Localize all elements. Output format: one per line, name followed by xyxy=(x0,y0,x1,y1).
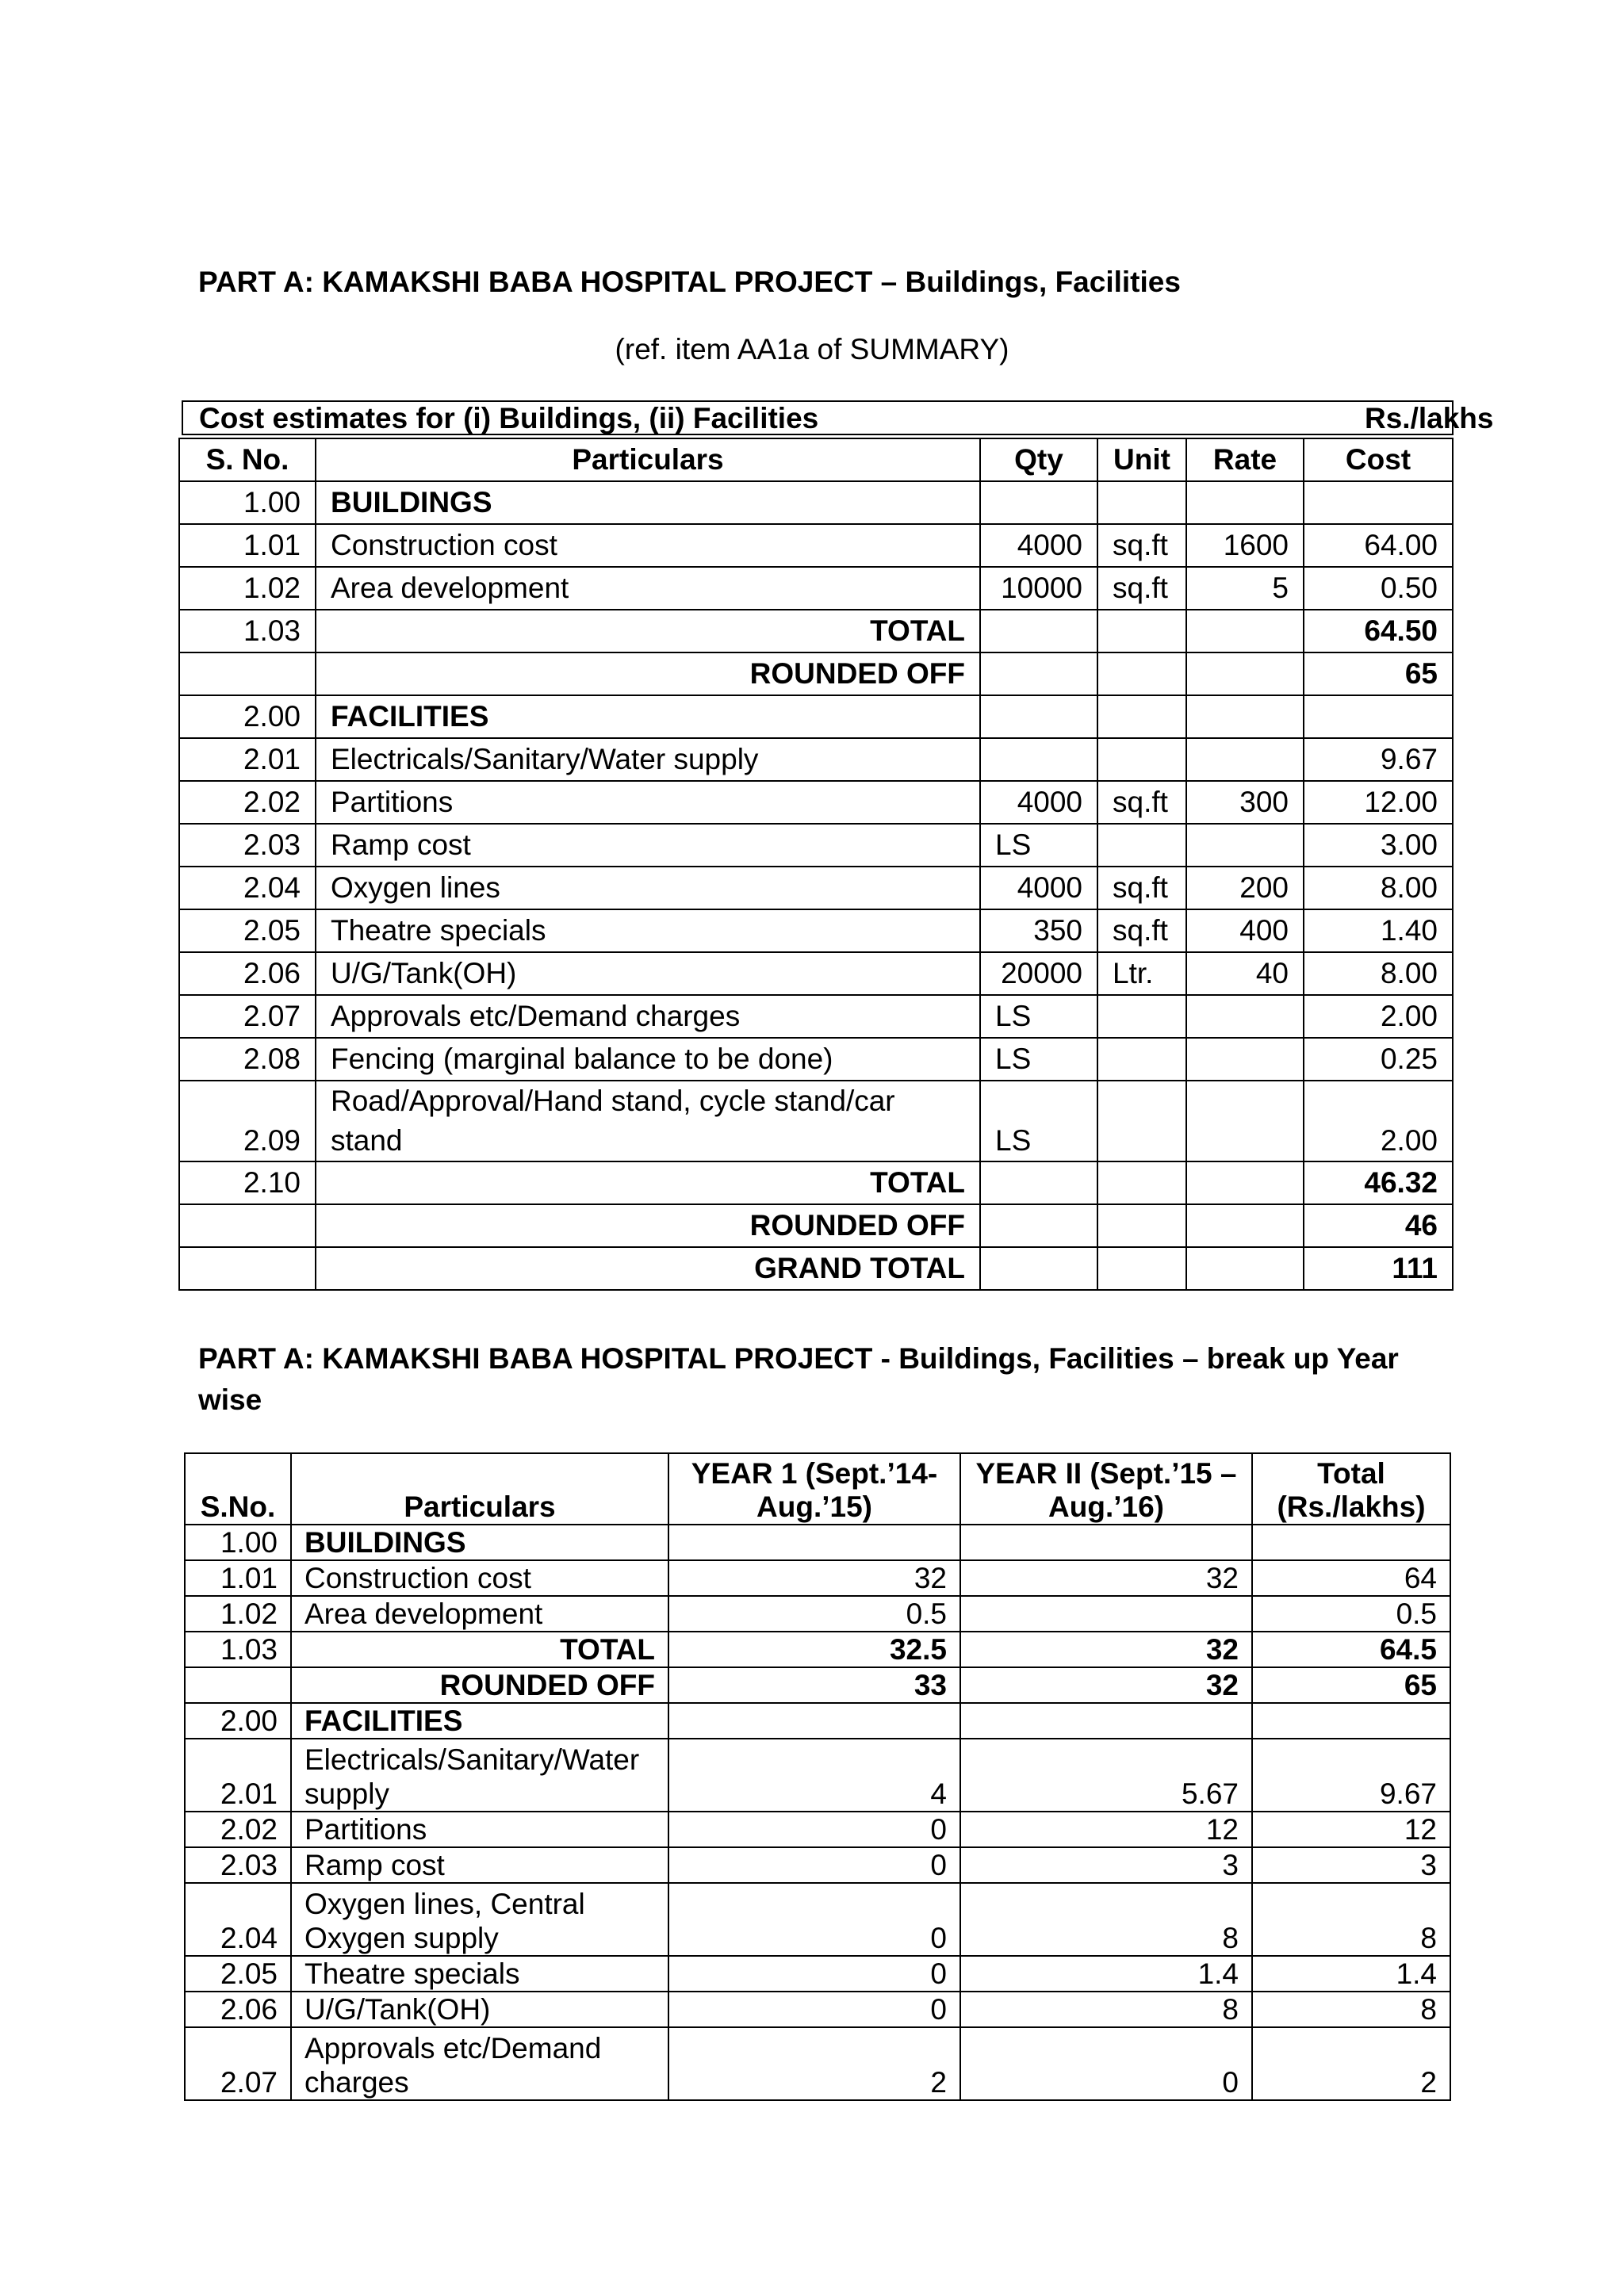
cell-particulars: GRAND TOTAL xyxy=(316,1247,980,1290)
cell-total xyxy=(1252,1703,1450,1739)
cell-year2 xyxy=(960,1525,1252,1560)
table-row xyxy=(179,781,1453,824)
table-row-rounded xyxy=(179,1204,1453,1247)
cell-rate: 400 xyxy=(1186,909,1304,952)
cell-total: 0.5 xyxy=(1252,1596,1450,1632)
cell-particulars: Fencing (marginal balance to be done) xyxy=(316,1038,980,1081)
cell-particulars: BUILDINGS xyxy=(291,1525,668,1560)
header-particulars: Particulars xyxy=(316,438,980,481)
cell-particulars: Partitions xyxy=(316,781,980,824)
table-row xyxy=(179,1081,1453,1161)
cell-rate: 40 xyxy=(1186,952,1304,995)
table-row-total xyxy=(179,610,1453,652)
cell-sno: 1.02 xyxy=(185,1596,291,1632)
section-heading-cost-estimates: PART A: KAMAKSHI BABA HOSPITAL PROJECT – Buildings, Facilities xyxy=(198,266,1181,298)
cell-sno xyxy=(185,1667,291,1703)
cell-sno: 2.06 xyxy=(179,952,316,995)
cell-cost: 8.00 xyxy=(1304,952,1453,995)
cell-total: 1.4 xyxy=(1252,1956,1450,1992)
table-row xyxy=(185,2027,1450,2100)
cell-total: 12 xyxy=(1252,1812,1450,1847)
header-sno: S. No. xyxy=(179,438,316,481)
cell-qty: 4000 xyxy=(980,867,1097,909)
cell-sno: 2.06 xyxy=(185,1992,291,2027)
cell-particulars: Construction cost xyxy=(316,524,980,567)
cell-sno xyxy=(179,1204,316,1247)
cell-year2: 5.67 xyxy=(960,1739,1252,1812)
cell-particulars: Electricals/Sanitary/Water supply xyxy=(291,1739,668,1812)
cell-year2: 8 xyxy=(960,1992,1252,2027)
table-row xyxy=(179,695,1453,738)
cell-rate xyxy=(1186,1161,1304,1204)
cost-estimates-table xyxy=(178,438,1454,1291)
cell-total: 9.67 xyxy=(1252,1739,1450,1812)
cell-rate: 300 xyxy=(1186,781,1304,824)
cell-rate xyxy=(1186,610,1304,652)
cell-sno: 2.03 xyxy=(179,824,316,867)
table1-caption-row xyxy=(182,400,1494,435)
cell-qty xyxy=(980,738,1097,781)
cell-qty xyxy=(980,1247,1097,1290)
cell-particulars: TOTAL xyxy=(316,610,980,652)
cell-sno: 2.04 xyxy=(179,867,316,909)
cell-cost: 46.32 xyxy=(1304,1161,1453,1204)
cell-sno: 1.01 xyxy=(179,524,316,567)
cell-particulars: Electricals/Sanitary/Water supply xyxy=(316,738,980,781)
cell-total xyxy=(1252,1525,1450,1560)
cell-year2: 12 xyxy=(960,1812,1252,1847)
cell-rate: 5 xyxy=(1186,567,1304,610)
cell-particulars: FACILITIES xyxy=(316,695,980,738)
cell-cost: 9.67 xyxy=(1304,738,1453,781)
cell-rate: 200 xyxy=(1186,867,1304,909)
cell-year1: 0 xyxy=(668,1956,960,1992)
cell-rate: 1600 xyxy=(1186,524,1304,567)
table-row xyxy=(185,1883,1450,1956)
cell-qty: LS xyxy=(980,995,1097,1038)
cell-qty xyxy=(980,695,1097,738)
cell-particulars: Ramp cost xyxy=(316,824,980,867)
cell-qty: 20000 xyxy=(980,952,1097,995)
cell-qty: 4000 xyxy=(980,781,1097,824)
cell-year1: 4 xyxy=(668,1739,960,1812)
cell-qty xyxy=(980,610,1097,652)
cell-total: 2 xyxy=(1252,2027,1450,2100)
cell-cost xyxy=(1304,481,1453,524)
cell-unit xyxy=(1097,695,1186,738)
cell-cost: 1.40 xyxy=(1304,909,1453,952)
table-header-row xyxy=(179,438,1453,481)
cell-year2: 0 xyxy=(960,2027,1252,2100)
cell-cost: 8.00 xyxy=(1304,867,1453,909)
cell-qty: LS xyxy=(980,1081,1097,1161)
cell-sno: 2.07 xyxy=(179,995,316,1038)
cell-cost: 111 xyxy=(1304,1247,1453,1290)
cell-unit xyxy=(1097,481,1186,524)
cell-qty xyxy=(980,1161,1097,1204)
reference-subheading: (ref. item AA1a of SUMMARY) xyxy=(615,333,1009,365)
cell-qty: 350 xyxy=(980,909,1097,952)
table1-unit-note: Rs./lakhs xyxy=(1365,402,1494,434)
cell-sno: 2.10 xyxy=(179,1161,316,1204)
cell-particulars: Area development xyxy=(291,1596,668,1632)
cell-cost: 65 xyxy=(1304,652,1453,695)
cell-year1 xyxy=(668,1703,960,1739)
cell-particulars: Ramp cost xyxy=(291,1847,668,1883)
table-row xyxy=(185,1525,1450,1560)
header-total: Total (Rs./lakhs) xyxy=(1252,1453,1450,1525)
cell-particulars: Road/Approval/Hand stand, cycle stand/car stand xyxy=(316,1081,980,1161)
table-row xyxy=(185,1992,1450,2027)
cell-sno: 1.02 xyxy=(179,567,316,610)
cell-unit: sq.ft xyxy=(1097,781,1186,824)
cell-year1: 32.5 xyxy=(668,1632,960,1667)
cell-year2 xyxy=(960,1703,1252,1739)
cell-particulars: Partitions xyxy=(291,1812,668,1847)
cell-qty xyxy=(980,1204,1097,1247)
table-row xyxy=(179,567,1453,610)
cell-cost xyxy=(1304,695,1453,738)
cell-qty xyxy=(980,481,1097,524)
header-year1: YEAR 1 (Sept.’14-Aug.’15) xyxy=(668,1453,960,1525)
cell-qty: LS xyxy=(980,824,1097,867)
cell-particulars: Oxygen lines, Central Oxygen supply xyxy=(291,1883,668,1956)
year-wise-breakup-table xyxy=(184,1452,1451,2101)
cell-unit xyxy=(1097,1038,1186,1081)
cell-rate xyxy=(1186,1204,1304,1247)
cell-year1: 2 xyxy=(668,2027,960,2100)
cell-rate xyxy=(1186,995,1304,1038)
cell-sno: 1.00 xyxy=(185,1525,291,1560)
cell-rate xyxy=(1186,1038,1304,1081)
cell-sno: 1.03 xyxy=(185,1632,291,1667)
cell-particulars: U/G/Tank(OH) xyxy=(316,952,980,995)
cell-cost: 2.00 xyxy=(1304,995,1453,1038)
cell-unit: sq.ft xyxy=(1097,867,1186,909)
cell-unit xyxy=(1097,1204,1186,1247)
table-row xyxy=(179,738,1453,781)
cell-cost: 0.25 xyxy=(1304,1038,1453,1081)
table-row-rounded xyxy=(179,652,1453,695)
cell-total: 8 xyxy=(1252,1992,1450,2027)
cell-rate xyxy=(1186,824,1304,867)
header-sno: S.No. xyxy=(185,1453,291,1525)
cell-particulars: U/G/Tank(OH) xyxy=(291,1992,668,2027)
cell-year1: 33 xyxy=(668,1667,960,1703)
header-rate: Rate xyxy=(1186,438,1304,481)
cell-cost: 0.50 xyxy=(1304,567,1453,610)
cell-rate xyxy=(1186,652,1304,695)
cell-sno: 2.05 xyxy=(185,1956,291,1992)
table-header-row xyxy=(185,1453,1450,1525)
cell-rate xyxy=(1186,695,1304,738)
cell-sno xyxy=(179,1247,316,1290)
table-row xyxy=(179,909,1453,952)
cell-particulars: Oxygen lines xyxy=(316,867,980,909)
cell-cost: 12.00 xyxy=(1304,781,1453,824)
cell-qty: 10000 xyxy=(980,567,1097,610)
cell-particulars: TOTAL xyxy=(291,1632,668,1667)
header-particulars: Particulars xyxy=(291,1453,668,1525)
cell-unit xyxy=(1097,1161,1186,1204)
cell-total: 65 xyxy=(1252,1667,1450,1703)
cell-sno: 2.09 xyxy=(179,1081,316,1161)
header-unit: Unit xyxy=(1097,438,1186,481)
cell-particulars: FACILITIES xyxy=(291,1703,668,1739)
table-row xyxy=(185,1847,1450,1883)
cell-sno xyxy=(179,652,316,695)
cell-unit: sq.ft xyxy=(1097,909,1186,952)
cell-unit: sq.ft xyxy=(1097,567,1186,610)
table-row xyxy=(179,952,1453,995)
cell-cost: 46 xyxy=(1304,1204,1453,1247)
cell-sno: 2.04 xyxy=(185,1883,291,1956)
cell-sno: 2.01 xyxy=(185,1739,291,1812)
cell-sno: 2.02 xyxy=(185,1812,291,1847)
cell-unit: sq.ft xyxy=(1097,524,1186,567)
cell-unit xyxy=(1097,610,1186,652)
cell-year1: 0.5 xyxy=(668,1596,960,1632)
cell-sno: 2.00 xyxy=(179,695,316,738)
cell-sno: 2.05 xyxy=(179,909,316,952)
cell-particulars: Area development xyxy=(316,567,980,610)
cell-sno: 2.07 xyxy=(185,2027,291,2100)
cell-particulars: ROUNDED OFF xyxy=(316,1204,980,1247)
cell-particulars: Theatre specials xyxy=(291,1956,668,1992)
cell-rate xyxy=(1186,738,1304,781)
table-row-grand-total xyxy=(179,1247,1453,1290)
cell-year2: 32 xyxy=(960,1632,1252,1667)
table-row-total xyxy=(179,1161,1453,1204)
cell-particulars: Theatre specials xyxy=(316,909,980,952)
table-row xyxy=(185,1739,1450,1812)
header-year2: YEAR II (Sept.’15 – Aug.’16) xyxy=(960,1453,1252,1525)
cell-unit xyxy=(1097,824,1186,867)
cell-cost: 3.00 xyxy=(1304,824,1453,867)
cell-year2: 8 xyxy=(960,1883,1252,1956)
cell-particulars: Approvals etc/Demand charges xyxy=(316,995,980,1038)
cell-sno: 1.00 xyxy=(179,481,316,524)
table-row-rounded xyxy=(185,1667,1450,1703)
cell-rate xyxy=(1186,481,1304,524)
cell-total: 3 xyxy=(1252,1847,1450,1883)
table-row-total xyxy=(185,1632,1450,1667)
table-row xyxy=(185,1956,1450,1992)
cell-cost: 64.00 xyxy=(1304,524,1453,567)
cell-year1 xyxy=(668,1525,960,1560)
table-row xyxy=(179,824,1453,867)
cell-unit xyxy=(1097,995,1186,1038)
cell-year2: 1.4 xyxy=(960,1956,1252,1992)
cell-unit xyxy=(1097,652,1186,695)
cell-year2: 3 xyxy=(960,1847,1252,1883)
table-row xyxy=(185,1703,1450,1739)
header-qty: Qty xyxy=(980,438,1097,481)
cell-year1: 0 xyxy=(668,1883,960,1956)
table-row xyxy=(179,524,1453,567)
cell-total: 8 xyxy=(1252,1883,1450,1956)
table-row xyxy=(185,1596,1450,1632)
cell-total: 64 xyxy=(1252,1560,1450,1596)
cell-sno: 2.00 xyxy=(185,1703,291,1739)
cell-sno: 2.02 xyxy=(179,781,316,824)
table-row xyxy=(179,995,1453,1038)
cell-year1: 0 xyxy=(668,1812,960,1847)
table-row xyxy=(179,1038,1453,1081)
cell-year2: 32 xyxy=(960,1560,1252,1596)
cell-unit xyxy=(1097,738,1186,781)
section-heading-year-wise: PART A: KAMAKSHI BABA HOSPITAL PROJECT - Buildings, Facilities – break up Year wise xyxy=(198,1342,1399,1416)
cell-qty xyxy=(980,652,1097,695)
header-cost: Cost xyxy=(1304,438,1453,481)
cell-sno: 2.08 xyxy=(179,1038,316,1081)
cell-unit xyxy=(1097,1247,1186,1290)
cell-particulars: Approvals etc/Demand charges xyxy=(291,2027,668,2100)
cell-rate xyxy=(1186,1247,1304,1290)
cell-sno: 2.03 xyxy=(185,1847,291,1883)
cell-cost: 2.00 xyxy=(1304,1081,1453,1161)
table-row xyxy=(179,867,1453,909)
cell-year1: 0 xyxy=(668,1992,960,2027)
cell-rate xyxy=(1186,1081,1304,1161)
cell-year1: 0 xyxy=(668,1847,960,1883)
cell-total: 64.5 xyxy=(1252,1632,1450,1667)
cell-qty: LS xyxy=(980,1038,1097,1081)
cell-sno: 1.01 xyxy=(185,1560,291,1596)
cell-year1: 32 xyxy=(668,1560,960,1596)
cell-particulars: Construction cost xyxy=(291,1560,668,1596)
cell-year2 xyxy=(960,1596,1252,1632)
cell-particulars: TOTAL xyxy=(316,1161,980,1204)
cell-sno: 2.01 xyxy=(179,738,316,781)
cell-cost: 64.50 xyxy=(1304,610,1453,652)
cell-qty: 4000 xyxy=(980,524,1097,567)
table-row xyxy=(179,481,1453,524)
cell-unit xyxy=(1097,1081,1186,1161)
table1-caption: Cost estimates for (i) Buildings, (ii) Facilities xyxy=(199,402,819,434)
cell-particulars: ROUNDED OFF xyxy=(316,652,980,695)
cell-sno: 1.03 xyxy=(179,610,316,652)
table-row xyxy=(185,1560,1450,1596)
table-row xyxy=(185,1812,1450,1847)
cell-particulars: ROUNDED OFF xyxy=(291,1667,668,1703)
cell-year2: 32 xyxy=(960,1667,1252,1703)
cell-unit: Ltr. xyxy=(1097,952,1186,995)
cell-particulars: BUILDINGS xyxy=(316,481,980,524)
